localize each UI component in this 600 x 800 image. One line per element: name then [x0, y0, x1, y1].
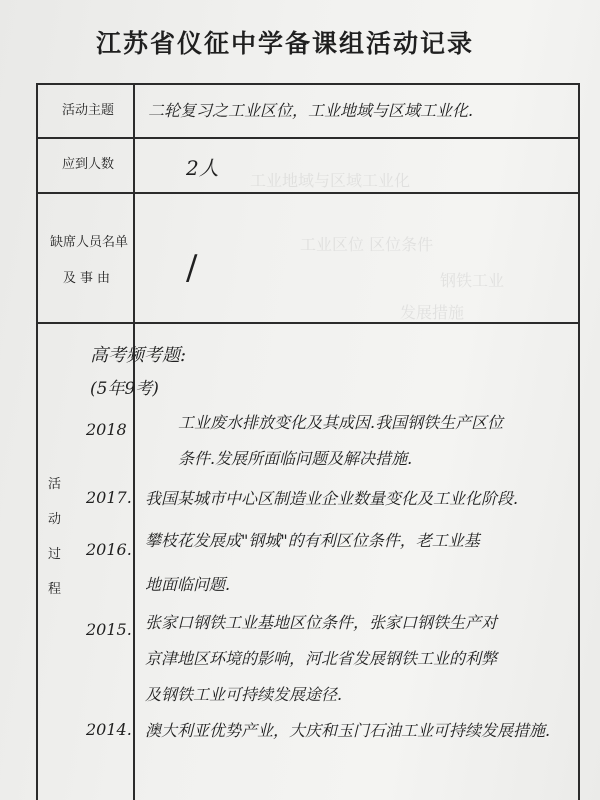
attendees-label: 应到人数 [62, 157, 115, 172]
entry-year: 2017. [86, 488, 132, 507]
entry-line: 张家口钢铁工业基地区位条件，张家口钢铁生产对 [145, 613, 498, 632]
table-border-right [578, 83, 580, 800]
entry-line: 澳大利亚优势产业，大庆和玉门石油工业可持续发展措施. [145, 721, 551, 740]
page-title: 江苏省仪征中学备课组活动记录 [95, 29, 474, 58]
entry-line: 及钢铁工业可持续发展途径. [145, 685, 343, 704]
process-subheading: (5年9考) [90, 379, 159, 399]
show-through-text: 工业地域与区域工业化 [250, 171, 411, 190]
attendees-value: 2人 [186, 156, 219, 180]
absent-value: / [186, 248, 198, 288]
absent-label-reason: 及事由 [63, 271, 115, 286]
entry-year: 2016. [86, 540, 132, 559]
process-label-char: 动 [48, 512, 62, 527]
process-label-char: 程 [48, 582, 62, 597]
table-row-divider [36, 322, 579, 324]
table-column-divider [133, 83, 135, 800]
process-heading: 高考频考题: [90, 345, 187, 366]
entry-line: 条件.发展所面临问题及解决措施. [178, 449, 413, 468]
entry-line: 京津地区环境的影响，河北省发展钢铁工业的利弊 [145, 649, 498, 668]
entry-year: 2015. [86, 620, 132, 639]
entry-year: 2014. [86, 720, 132, 739]
theme-label: 活动主题 [62, 103, 115, 118]
entry-line: 工业废水排放变化及其成因.我国钢铁生产区位 [178, 413, 504, 432]
show-through-text: 钢铁工业 [440, 271, 505, 290]
process-label-char: 过 [48, 547, 62, 562]
show-through-text: 发展措施 [400, 303, 465, 322]
table-border-top [36, 83, 579, 85]
table-row-divider [36, 192, 579, 194]
table-border-left [36, 83, 38, 800]
entry-year: 2018 [86, 420, 127, 439]
process-label-char: 活 [48, 477, 62, 492]
entry-line: 攀枝花发展成"钢城"的有利区位条件，老工业基 [145, 531, 480, 550]
theme-value: 二轮复习之工业区位，工业地域与区域工业化. [148, 101, 474, 120]
entry-line: 我国某城市中心区制造业企业数量变化及工业化阶段. [145, 489, 519, 508]
show-through-text: 工业区位 区位条件 [300, 235, 434, 254]
entry-line: 地面临问题. [145, 575, 231, 594]
table-row-divider [36, 137, 579, 139]
absent-label: 缺席人员名单 [50, 235, 129, 250]
